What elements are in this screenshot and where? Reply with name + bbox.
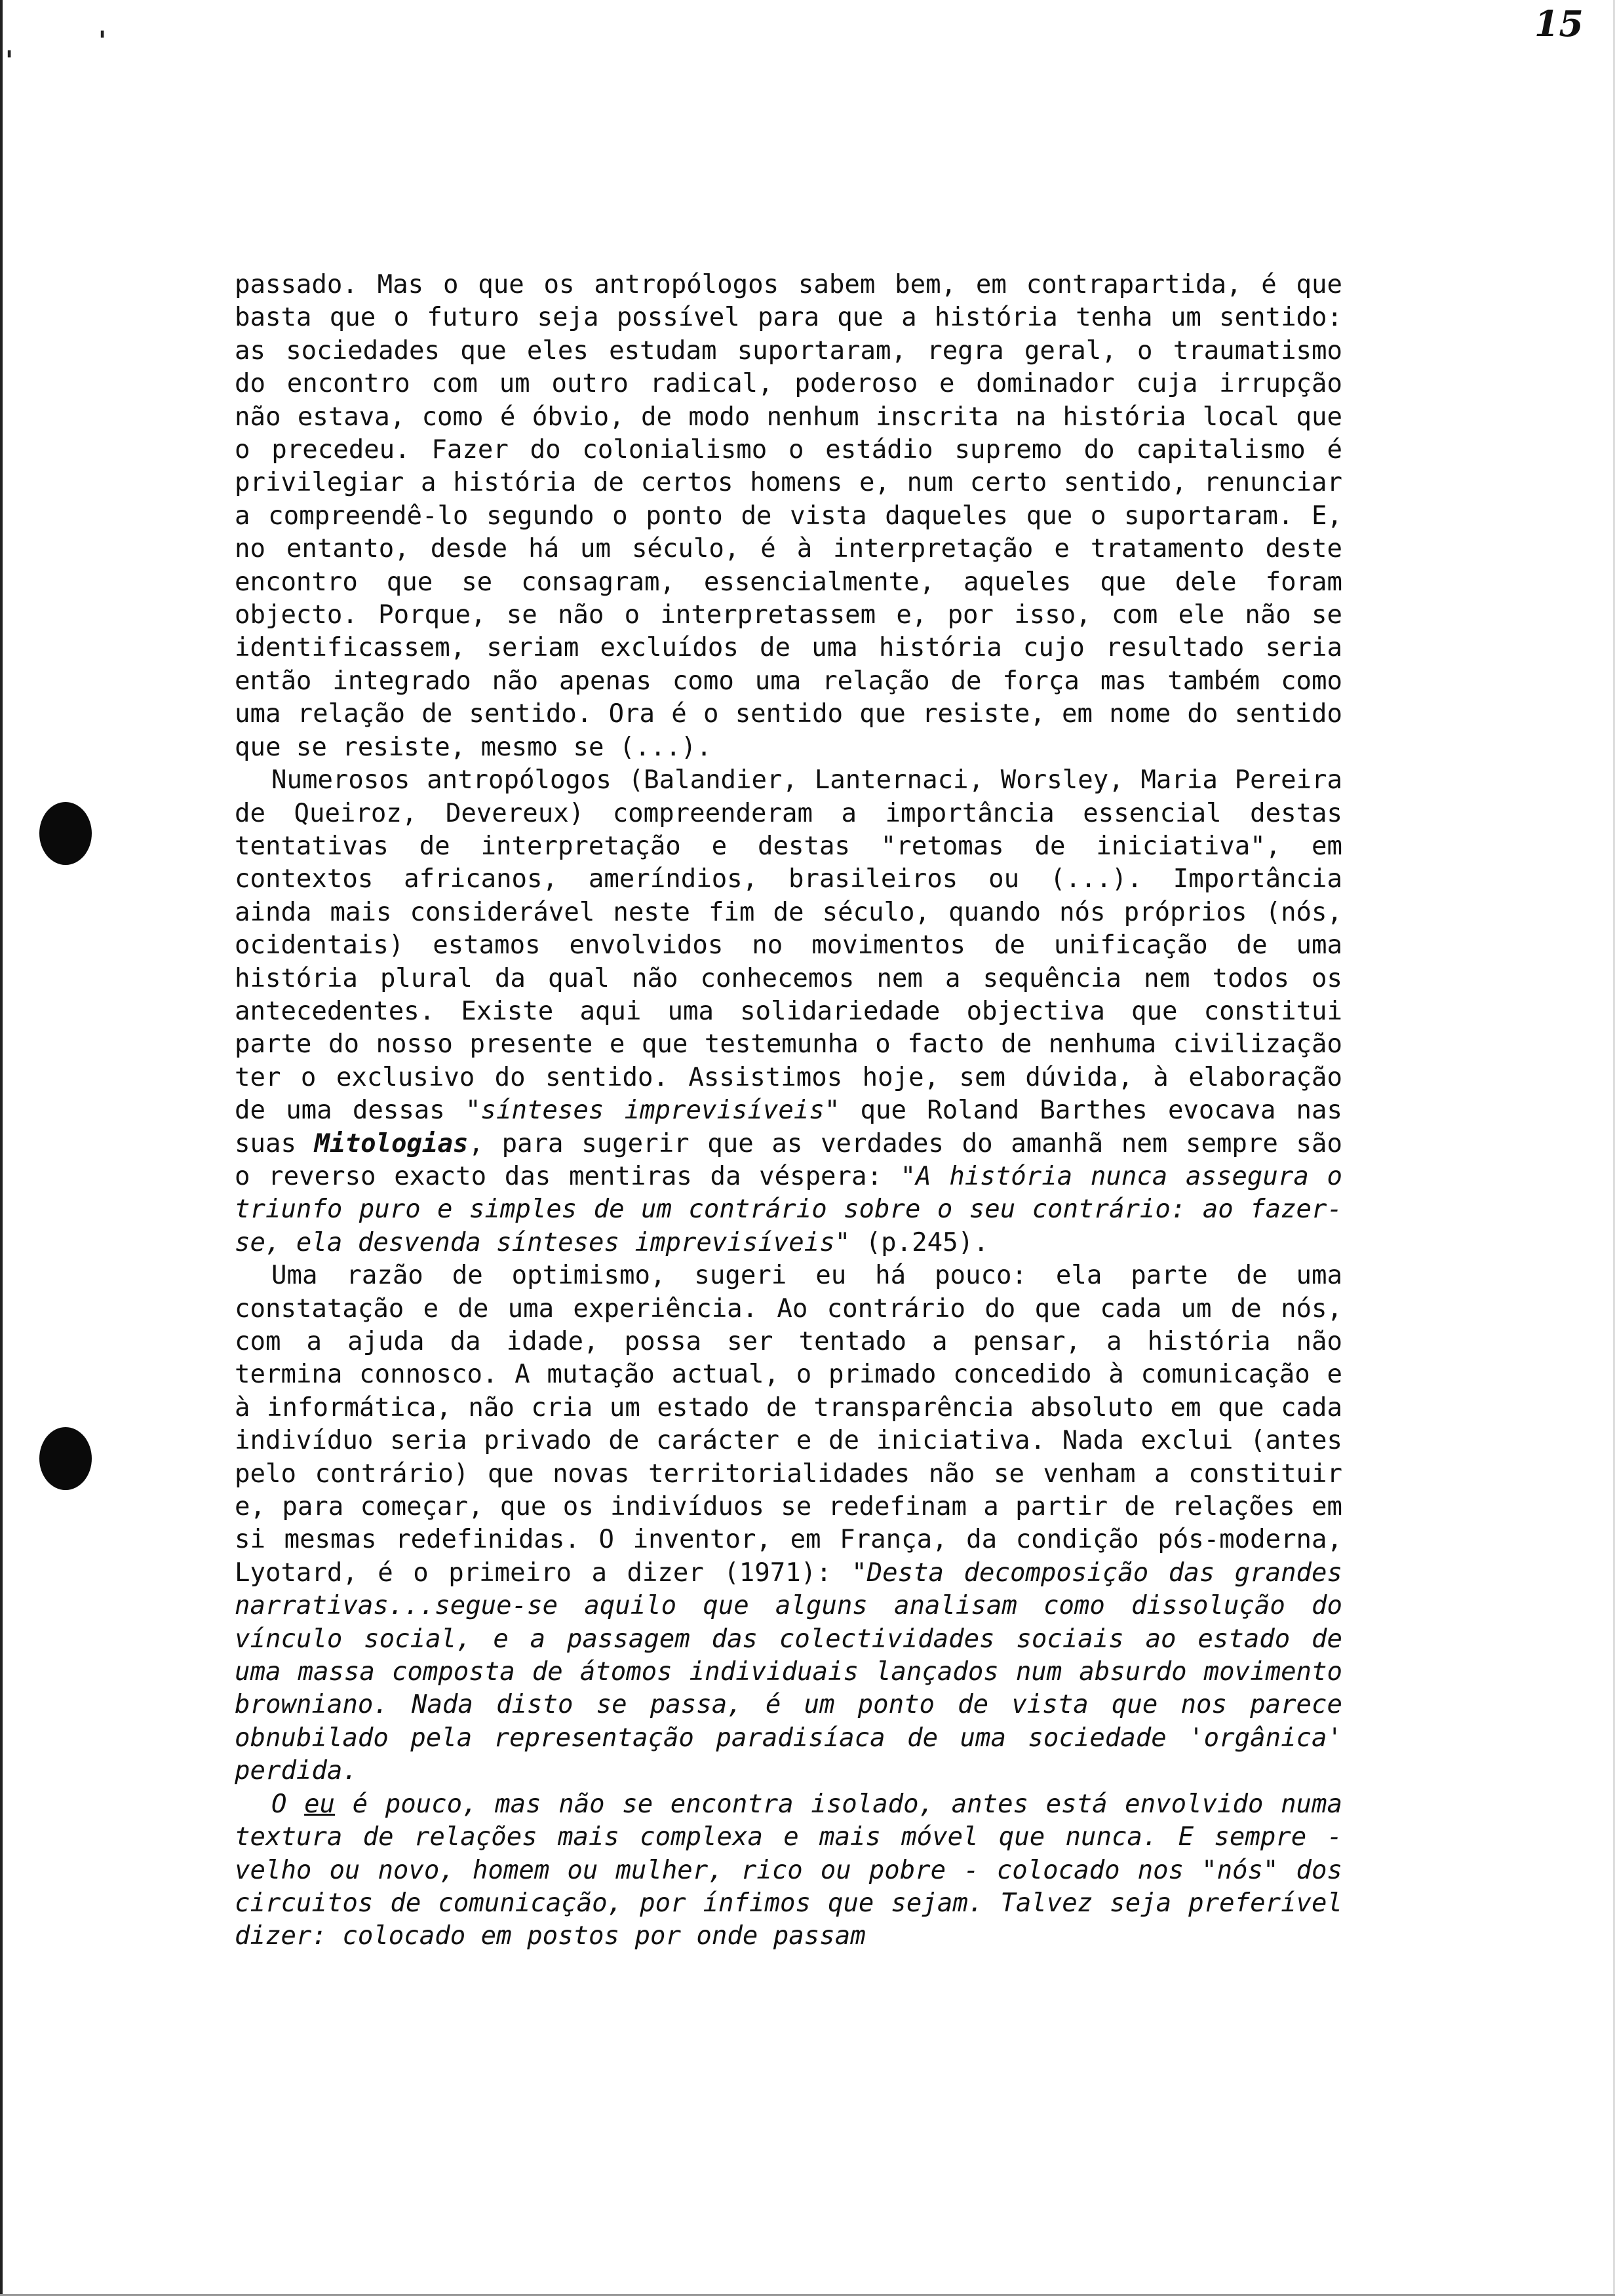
left-margin-line [0,0,3,2296]
text-segment: Mitologias [314,1128,469,1158]
text-segment: é pouco, mas não se encontra isolado, antes está envolvido numa textura de relações mais complexa e mais móvel que nunca. E sempre - velho ou novo, homem ou mulher, rico ou pobre - colocado nos "nós" dos circuitos de comunicação, por ínfimos que sejam. Talvez seja preferível dizer: colocado em postos por onde passam [235,1789,1342,1951]
text-segment: passado. Mas o que os antropólogos sabem bem, em contrapartida, é que basta que o futuro seja possível para que a história tenha um sentido: as sociedades que eles estudam suportaram, regra geral, o traumatismo do encontro com um outro radical, poderoso e dominador cuja irrupção não estava, como é óbvio, de modo nenhum inscrita na história local que o precedeu. Fazer do colonialismo o estádio supremo do capitalismo é privilegiar a história de certos homens e, num certo sentido, renunciar a compreendê-lo segundo o ponto de vista daqueles que o suportaram. E, no entanto, desde há um século, é à interpretação e tratamento deste encontro que se consagram, essencialmente, aqueles que dele foram objecto. Porque, se não o interpretassem e, por isso, com ele não se identificassem, seriam excluídos de uma história cujo resultado seria então integrado não apenas como uma relação de força mas também como uma relação de sentido. Ora é o sentido que resiste, em nome do sentido que se resiste, mesmo se (...). [235,270,1342,762]
text-segment: "A história nunca assegura o triunfo puro e simples de um contrário sobre o seu contrário: ao fazer-se, ela desvenda sínteses imprevisíveis" [235,1161,1342,1257]
margin-mark: ' [98,26,107,56]
paragraph [235,1788,1342,1953]
page-number: 15 [1534,3,1584,45]
punch-hole [39,802,92,865]
text-segment: eu [304,1789,336,1819]
text-segment: Uma razão de optimismo, sugeri eu há pouco: ela parte de uma constatação e de uma experiência. Ao contrário do que cada um de nós, com a ajuda da idade, possa ser tentado a pensar, a história não termina connosco. A mutação actual, o primado concedido à comunicação e à informática, não cria um estado de transparência absoluto em que cada indivíduo seria privado de carácter e de iniciativa. Nada exclui (antes pelo contrário) que novas territorialidades não se venham a constituir e, para começar, que os indivíduos se redefinam a partir de relações em si mesmas redefinidas. O inventor, em França, da condição pós-moderna, Lyotard, é o primeiro a dizer (1971): [235,1261,1342,1588]
text-segment: (p.245). [850,1227,989,1257]
punch-hole [39,1427,92,1490]
paragraph [235,269,1342,764]
text-segment: "Desta decomposição das grandes narrativas...segue-se aquilo que alguns analisam como dissolução do vínculo social, e a passagem das colectividades sociais ao estado de uma massa composta de átomos individuais lançados num absurdo movimento browniano. Nada disto se passa, é um ponto de vista que nos parece obnubilado pela representação paradisíaca de uma sociedade 'orgânica' perdida. [235,1558,1342,1786]
text-segment: , para sugerir que as verdades do amanhã nem sempre são o reverso exacto das mentiras da véspera: [235,1128,1342,1191]
text-segment: "sínteses imprevisíveis" [465,1096,840,1126]
paragraph [235,764,1342,1259]
margin-mark: ' [5,46,14,76]
paragraph [235,1259,1342,1788]
body-text [235,269,1342,1953]
text-segment: O [271,1789,305,1819]
text-segment: que Roland Barthes evocava nas suas [235,1096,1342,1158]
text-segment: Numerosos antropólogos (Balandier, Lanternaci, Worsley, Maria Pereira de Queiroz, Devereux) compreenderam a importância essencial destas tentativas de interpretação e destas "retomas de iniciativa", em contextos africanos, ameríndios, brasileiros ou (...). Importância ainda mais considerável neste fim de século, quando nós próprios (nós, ocidentais) estamos envolvidos no movimentos de unificação de uma história plural da qual não conhecemos nem a sequência nem todos os antecedentes. Existe aqui uma solidariedade objectiva que constitui parte do nosso presente e que testemunha o facto de nenhuma civilização ter o exclusivo do sentido. Assistimos hoje, sem dúvida, à elaboração de uma dessas [235,765,1342,1126]
